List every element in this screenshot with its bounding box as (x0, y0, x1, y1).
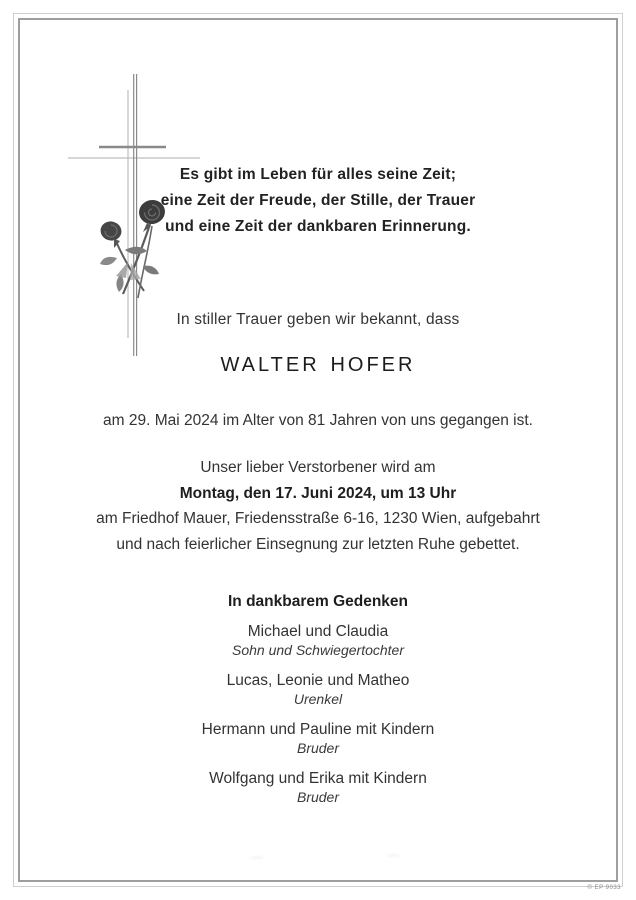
mourner-names: Lucas, Leonie und Matheo (226, 672, 410, 689)
service-location: am Friedhof Mauer, Friedensstraße 6-16, 1230 Wien, aufgebahrt (96, 510, 540, 527)
mourner-names: Hermann und Pauline mit Kindern (201, 721, 435, 738)
remembrance-heading: In dankbarem Gedenken (227, 593, 409, 610)
deceased-name: walter hofer (220, 346, 416, 377)
death-date-line: am 29. Mai 2024 im Alter von 81 Jahren von uns gegangen ist. (103, 412, 533, 429)
scan-artifact (250, 856, 264, 859)
service-intro: Unser lieber Verstorbener wird am (200, 459, 436, 476)
opening-verse-line-2: eine Zeit der Freude, der Stille, der Trauer (160, 192, 476, 209)
service-datetime: Montag, den 17. Juni 2024, um 13 Uhr (179, 484, 457, 502)
mourner-relation: Sohn und Schwiegertochter (232, 642, 404, 658)
opening-verse-line-3: und eine Zeit der dankbaren Erinnerung. (165, 218, 471, 235)
mourner-names: Wolfgang und Erika mit Kindern (209, 770, 427, 787)
mourner-group (0, 622, 636, 660)
opening-verse (0, 162, 636, 240)
mourner-names: Michael und Claudia (247, 623, 389, 640)
service-details (0, 455, 636, 557)
mourner-group (0, 720, 636, 758)
mourners-list (0, 622, 636, 818)
mourner-relation: Urenkel (293, 691, 343, 707)
mourner-group (0, 671, 636, 709)
mourner-relation: Bruder (296, 789, 340, 805)
mourner-group (0, 769, 636, 807)
announcement-line: In stiller Trauer geben wir bekannt, dass (176, 311, 460, 328)
opening-verse-line-1: Es gibt im Leben für alles seine Zeit; (179, 166, 457, 183)
print-code: © EP 9033 (587, 885, 621, 891)
mourner-relation: Bruder (296, 740, 340, 756)
scan-artifact (386, 854, 400, 857)
service-closing: und nach feierlicher Einsegnung zur letzten Ruhe gebettet. (116, 535, 520, 553)
